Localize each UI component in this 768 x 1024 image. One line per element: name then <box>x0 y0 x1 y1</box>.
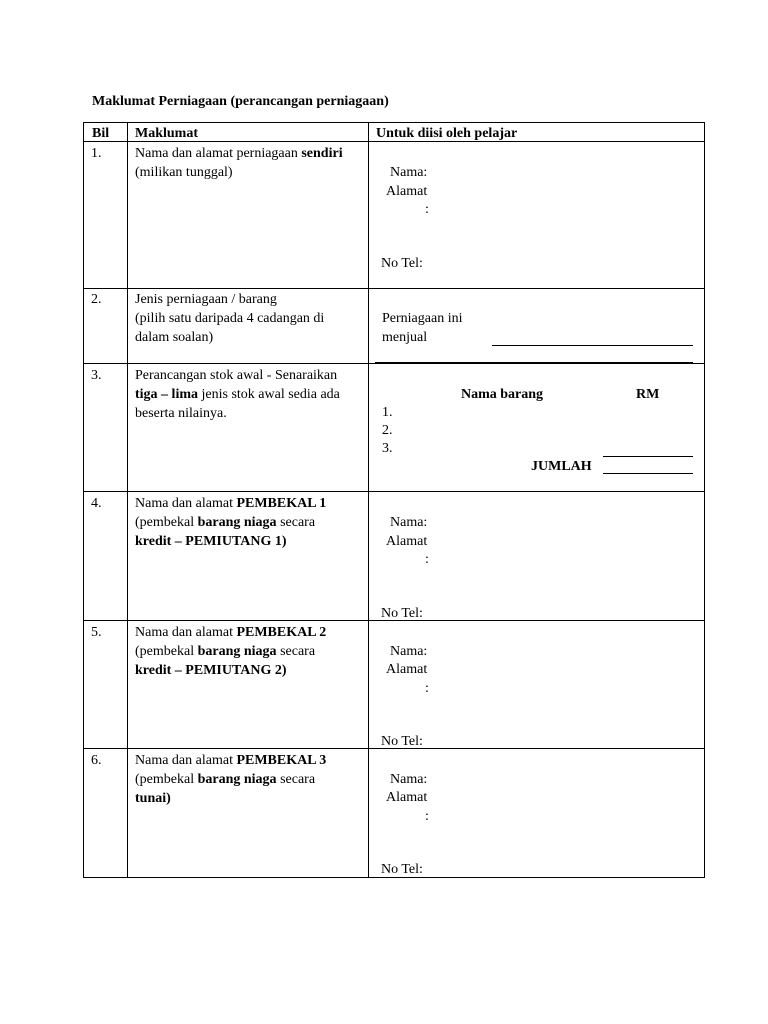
header-maklumat: Maklumat <box>135 126 198 141</box>
item-number: 1. <box>382 405 393 420</box>
name-field-label: Nama: <box>390 165 428 180</box>
fill-line <box>603 456 693 457</box>
row-description: kredit – PEMIUTANG 1) <box>135 534 287 549</box>
row-description: Nama dan alamat PEMBEKAL 2 <box>135 625 327 640</box>
address-colon: : <box>425 202 429 217</box>
row-divider <box>83 363 705 364</box>
row-description: Jenis perniagaan / barang <box>135 292 277 307</box>
row-description: (pembekal barang niaga secara <box>135 772 316 787</box>
address-field-label: Alamat <box>386 534 428 549</box>
header-bil: Bil <box>92 126 110 141</box>
row-description: Nama dan alamat perniagaan sendiri <box>135 146 343 161</box>
row-number: 3. <box>91 368 102 383</box>
fill-line <box>603 473 693 474</box>
row-description: dalam soalan) <box>135 330 214 345</box>
row-description: tunai) <box>135 791 171 806</box>
address-colon: : <box>425 681 429 696</box>
row-number: 2. <box>91 292 102 307</box>
business-type-label: Perniagaan ini <box>382 311 463 326</box>
row-description: beserta nilainya. <box>135 406 227 421</box>
row-number: 5. <box>91 625 102 640</box>
item-name-header: Nama barang <box>461 387 544 402</box>
phone-field-label: No Tel: <box>381 734 423 749</box>
address-colon: : <box>425 809 429 824</box>
address-field-label: Alamat <box>386 184 428 199</box>
phone-field-label: No Tel: <box>381 862 423 877</box>
row-divider <box>83 491 705 492</box>
row-description: (pilih satu daripada 4 cadangan di <box>135 311 325 326</box>
row-description: Perancangan stok awal - Senaraikan <box>135 368 338 383</box>
row-description: (pembekal barang niaga secara <box>135 644 316 659</box>
address-colon: : <box>425 552 429 567</box>
document-title: Maklumat Perniagaan (perancangan perniagaan) <box>92 94 389 109</box>
name-field-label: Nama: <box>390 644 428 659</box>
business-type-label: menjual <box>382 330 428 345</box>
row-description: kredit – PEMIUTANG 2) <box>135 663 287 678</box>
row-number: 4. <box>91 496 102 511</box>
row-number: 6. <box>91 753 102 768</box>
name-field-label: Nama: <box>390 515 428 530</box>
row-description: tiga – lima jenis stok awal sedia ada <box>135 387 340 402</box>
phone-field-label: No Tel: <box>381 256 423 271</box>
fill-line <box>375 362 693 363</box>
row-description: (pembekal barang niaga secara <box>135 515 316 530</box>
column-divider <box>127 122 128 878</box>
row-description: (milikan tunggal) <box>135 165 233 180</box>
fill-line <box>492 345 693 346</box>
row-description: Nama dan alamat PEMBEKAL 3 <box>135 753 327 768</box>
header-pelajar: Untuk diisi oleh pelajar <box>376 126 518 141</box>
item-number: 3. <box>382 441 393 456</box>
address-field-label: Alamat <box>386 790 428 805</box>
address-field-label: Alamat <box>386 662 428 677</box>
phone-field-label: No Tel: <box>381 606 423 621</box>
row-divider <box>83 288 705 289</box>
item-number: 2. <box>382 423 393 438</box>
row-description: Nama dan alamat PEMBEKAL 1 <box>135 496 327 511</box>
rm-header: RM <box>636 387 660 402</box>
name-field-label: Nama: <box>390 772 428 787</box>
total-label: JUMLAH <box>531 459 592 474</box>
row-number: 1. <box>91 146 102 161</box>
column-divider <box>368 122 369 878</box>
